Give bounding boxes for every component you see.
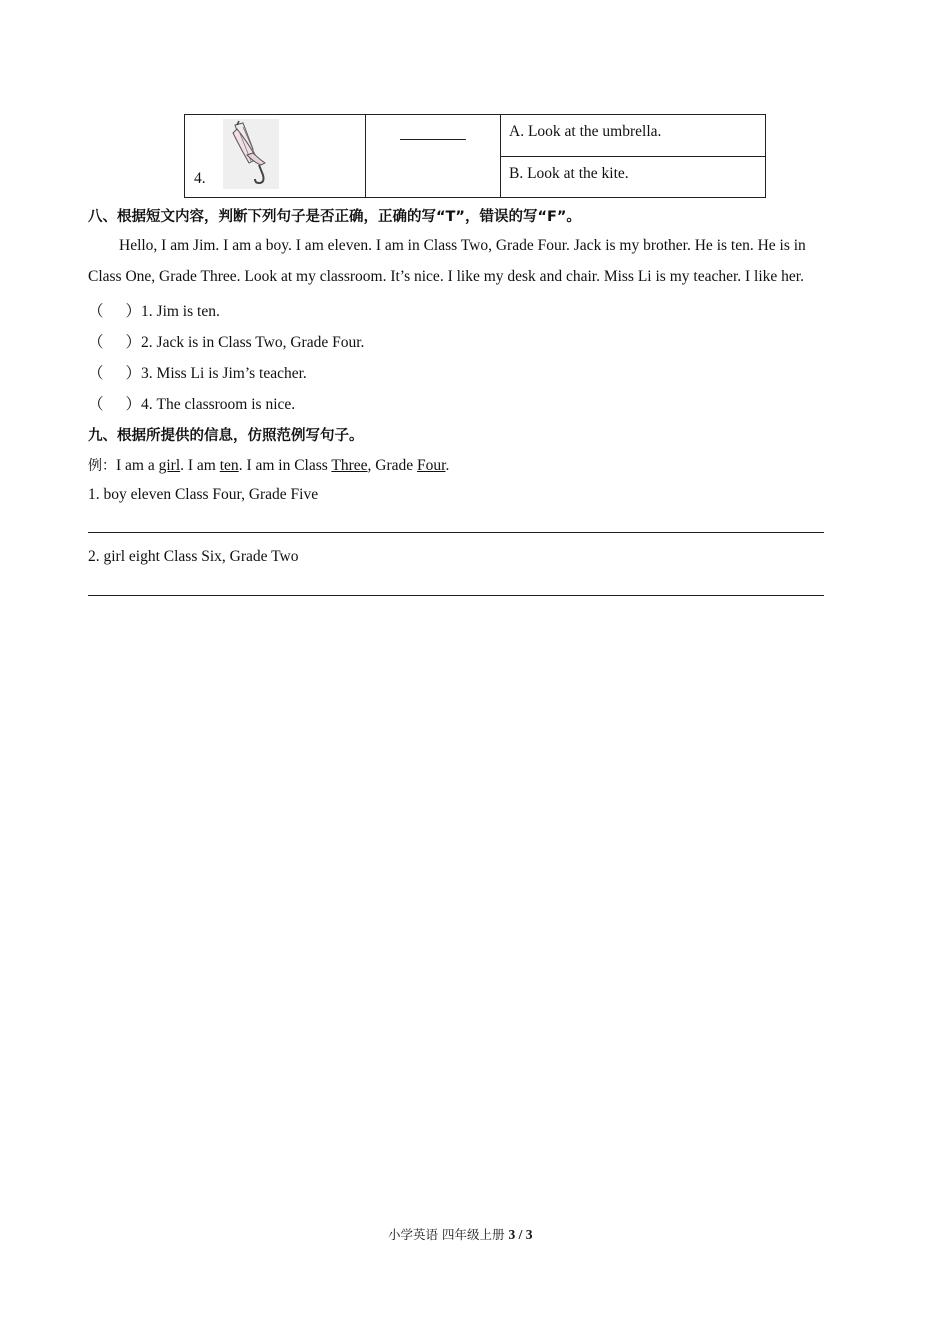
option-b-cell bbox=[501, 156, 766, 198]
answer-line-1[interactable] bbox=[88, 532, 824, 533]
paren-open: （ bbox=[88, 334, 104, 351]
answer-line-2[interactable] bbox=[88, 595, 824, 596]
paren-close: ） bbox=[125, 303, 142, 320]
footer-subject: 小学英语 四年级上册 bbox=[388, 1227, 505, 1242]
paren-close: ） bbox=[125, 365, 142, 382]
example-sentence bbox=[88, 455, 449, 475]
paren-open: （ bbox=[88, 303, 104, 320]
tf-item-text: 4. The classroom is nice. bbox=[141, 396, 296, 413]
tf-item-3 bbox=[88, 361, 307, 383]
example-text: , Grade bbox=[367, 457, 418, 474]
example-text: . bbox=[445, 457, 450, 474]
tf-item-text: 2. Jack is in Class Two, Grade Four. bbox=[141, 334, 365, 351]
footer-page: 3 bbox=[508, 1227, 516, 1242]
example-text: I am a bbox=[116, 457, 159, 474]
section8-heading: 八、根据短文内容，判断下列句子是否正确，正确的写“T”，错误的写“F”。 bbox=[88, 209, 581, 225]
example-keyword: ten bbox=[219, 457, 239, 474]
example-keyword: Three bbox=[331, 457, 368, 474]
umbrella-picture bbox=[223, 119, 279, 189]
tf-item-2 bbox=[88, 330, 364, 352]
matching-table bbox=[184, 114, 766, 198]
prompt-2: 2. girl eight Class Six, Grade Two bbox=[88, 548, 299, 565]
option-a-cell bbox=[501, 115, 766, 157]
prompt-1: 1. boy eleven Class Four, Grade Five bbox=[88, 486, 319, 503]
page-footer bbox=[388, 1225, 532, 1243]
option-a: A. Look at the umbrella. bbox=[509, 123, 662, 140]
passage-line-2: Class One, Grade Three. Look at my classroom. It’s nice. I like my desk and chair. Miss Li is my teacher. I like her. bbox=[88, 268, 804, 285]
paren-open: （ bbox=[88, 365, 104, 382]
tf-item-4 bbox=[88, 392, 295, 414]
item-number: 4. bbox=[194, 170, 206, 187]
option-b: B. Look at the kite. bbox=[509, 164, 629, 182]
answer-blank-cell[interactable] bbox=[366, 115, 501, 198]
footer-sep: / bbox=[515, 1227, 526, 1242]
passage-line-1: Hello, I am Jim. I am a boy. I am eleven. I am in Class Two, Grade Four. Jack is my brother. He is ten. He is in bbox=[119, 237, 806, 254]
picture-cell bbox=[185, 115, 366, 198]
paren-close: ） bbox=[125, 334, 142, 351]
section9-heading: 九、根据所提供的信息，仿照范例写句子。 bbox=[88, 428, 364, 444]
tf-item-1 bbox=[88, 299, 220, 321]
tf-item-text: 3. Miss Li is Jim’s teacher. bbox=[141, 365, 307, 382]
footer-total: 3 bbox=[525, 1227, 533, 1242]
paren-close: ） bbox=[125, 396, 142, 413]
answer-blank-line bbox=[400, 139, 466, 140]
example-keyword: Four bbox=[417, 457, 446, 474]
paren-open: （ bbox=[88, 396, 104, 413]
example-text: . I am in Class bbox=[238, 457, 332, 474]
example-text: . I am bbox=[180, 457, 220, 474]
tf-item-text: 1. Jim is ten. bbox=[141, 303, 220, 320]
example-keyword: girl bbox=[158, 457, 181, 474]
example-prefix: 例： bbox=[88, 458, 116, 474]
